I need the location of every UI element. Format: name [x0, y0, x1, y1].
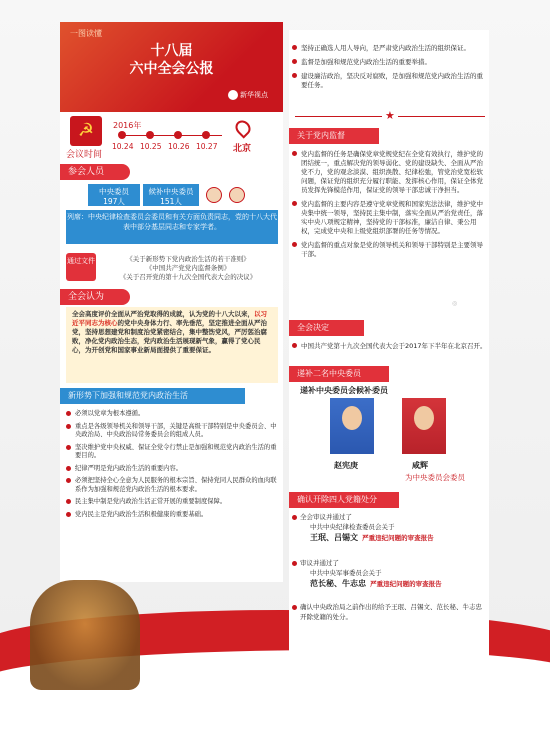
hero-banner [60, 22, 283, 112]
meeting-label: 会议时间 [66, 150, 103, 160]
alternate-members-box: 候补中央委员 151人 [143, 184, 199, 206]
list-item: 坚决维护党中央权威、保证全党令行禁止是加强和规范党内政治生活的重要目的。 [66, 444, 278, 461]
meeting-place: 北京 [233, 144, 252, 154]
expel-item-1: 全会审议并通过了 中共中央纪律检查委员会关于 王珉、吕锡文 严重违纪问题的审查报告 [300, 512, 485, 543]
central-members-box: 中央委员 197人 [88, 184, 140, 206]
meeting-year: 2016年 [113, 121, 142, 130]
list-item: 建设廉洁政治，坚决反对腐败，是加强和规范党内政治生活的重要任务。 [292, 72, 487, 90]
section-attendees: 参会人员 [60, 164, 130, 180]
candidate-name: 咸辉 [412, 460, 428, 470]
bullet-icon [66, 466, 71, 471]
bullet-icon [66, 424, 71, 429]
section-supervision: 关于党内监督 [289, 128, 379, 144]
page-title: 十八届 六中全会公报 [129, 43, 214, 77]
bullet-icon [292, 201, 297, 206]
promotion-note: 为中央委员会委员 [405, 473, 465, 482]
list-item: 民主集中制是党内政治生活正常开展的重要制度保障。 [66, 498, 278, 507]
list-item: 党内监督的主要内容是遵守党章党规和国家宪法法律，维护党中央集中统一领导，坚持民主集中制，落实全面从严治党责任，落实中央八项规定精神，坚持党的干部标准，廉洁自律、秉公用权，完成党中央和上级党组织部署的任务等情况。 [292, 200, 487, 236]
bullet-icon [292, 73, 297, 78]
bullet-icon [292, 242, 297, 247]
expel-item-3: 确认中央政治局之前作出的给予王珉、吕锡文、范长秘、牛志忠开除党籍的处分。 [300, 602, 485, 622]
section-expel: 确认开除四人党籍处分 [289, 492, 399, 508]
list-item: 必须把坚持全心全意为人民服务的根本宗旨、保持党同人民群众的血肉联系作为加强和规范党内政治生活的根本要求。 [66, 477, 278, 494]
timeline-dot-icon [146, 131, 154, 139]
avatar-male-icon [206, 187, 222, 203]
bullet-icon [66, 512, 71, 517]
bullet-icon [292, 561, 297, 566]
list-item: 党内监督的重点对象是党的领导机关和领导干部特别是主要领导干部。 [292, 241, 487, 259]
decision-list [292, 342, 487, 356]
bullet-icon [66, 478, 71, 483]
list-item: 党内监督的任务是确保党章党规党纪在全党有效执行，维护党的团结统一，重点解决党的领导弱化、党的建设缺失、全面从严治党不力，党的观念淡漠、组织涣散、纪律松弛，管党治党宽松软问题，保证党的组织充分履行职能、发挥核心作用，保证全体党员发挥先锋模范作用，保证党的领导干部忠诚干净担当。 [292, 150, 487, 195]
bullet-icon [292, 59, 297, 64]
list-item: 监督是加强和规范党内政治生活的重要举措。 [292, 58, 487, 67]
portrait-photo [402, 398, 446, 454]
list-item: 中国共产党第十九次全国代表大会于2017年下半年在北京召开。 [292, 342, 487, 351]
bullet-icon [66, 411, 71, 416]
supervision-list [292, 150, 487, 264]
listed-attendees: 列席：中央纪律检查委员会委员和有关方面负责同志，党的十八大代表中部分基层同志和专家学者。 [66, 210, 278, 244]
bullet-icon [292, 515, 297, 520]
bullet-icon [292, 151, 297, 156]
stone-lion-image [30, 580, 140, 690]
timeline-dot-icon [202, 131, 210, 139]
bullet-icon [66, 499, 71, 504]
list-item: 重点是各级领导机关和领导干部，关键是高级干部特别是中央委员会、中央政治局、中央政治局常务委员会的组成人员。 [66, 423, 278, 440]
right-top-list [292, 44, 487, 95]
meeting-date: 10.24 [112, 142, 134, 151]
xinhua-logo: 新华视点 [228, 90, 268, 100]
promotion-title: 递补中央委员会候补委员 [300, 386, 388, 395]
meeting-date: 10.25 [140, 142, 162, 151]
passed-docs-list: 《关于新形势下党内政治生活的若干准则》 《中国共产党党内监督条例》 《关于召开党的第十九次全国代表大会的决议》 [119, 255, 257, 281]
logo-icon [228, 90, 238, 100]
politics-list [66, 410, 278, 523]
section-politics: 新形势下加强和规范党内政治生活 [60, 388, 245, 404]
timeline-dot-icon [174, 131, 182, 139]
list-item: 党内民主是党内政治生活积极健康的重要基础。 [66, 511, 278, 520]
meeting-date: 10.26 [168, 142, 190, 151]
list-item: 纪律严明是党内政治生活的重要内容。 [66, 465, 278, 474]
avatar-female-icon [229, 187, 245, 203]
section-consensus: 全会认为 [60, 289, 130, 305]
expel-item-2: 审议并通过了 中共中央军事委员会关于 范长秘、牛志忠 严重违纪问题的审查报告 [300, 558, 485, 589]
party-emblem-icon: ☭ [70, 116, 102, 146]
timeline-dot-icon [118, 131, 126, 139]
bullet-icon [292, 343, 297, 348]
section-promotion: 递补二名中央委员 [289, 366, 389, 382]
consensus-text: 全会高度评价全面从严治党取得的成就，认为党的十八大以来，以习近平同志为核心的党中央身体力行、率先垂范，坚定推进全面从严治党，坚持思想建党和制度治党紧密结合，集中整饬党风，严厉惩治腐败，净化党内政治生态，党内政治生活展现新气象，赢得了党心民心，为开创党和国家事业新局面提供了重要保证。 [66, 307, 278, 383]
bullet-icon [292, 605, 297, 610]
portrait-photo [330, 398, 374, 454]
candidate-name: 赵宪庚 [334, 460, 358, 470]
hero-tag: 一图读懂 [70, 29, 102, 38]
meeting-date: 10.27 [196, 142, 218, 151]
section-decision: 全会决定 [289, 320, 364, 336]
watermark: ◎ [452, 300, 458, 307]
bullet-icon [292, 45, 297, 50]
bullet-icon [66, 445, 71, 450]
passed-docs-badge: 通过文件 [66, 253, 96, 281]
star-icon: ★ [382, 111, 398, 121]
list-item: 必须以党章为根本遵循。 [66, 410, 278, 419]
list-item: 坚持正确选人用人导向，是严肃党内政治生活的组织保证。 [292, 44, 487, 53]
